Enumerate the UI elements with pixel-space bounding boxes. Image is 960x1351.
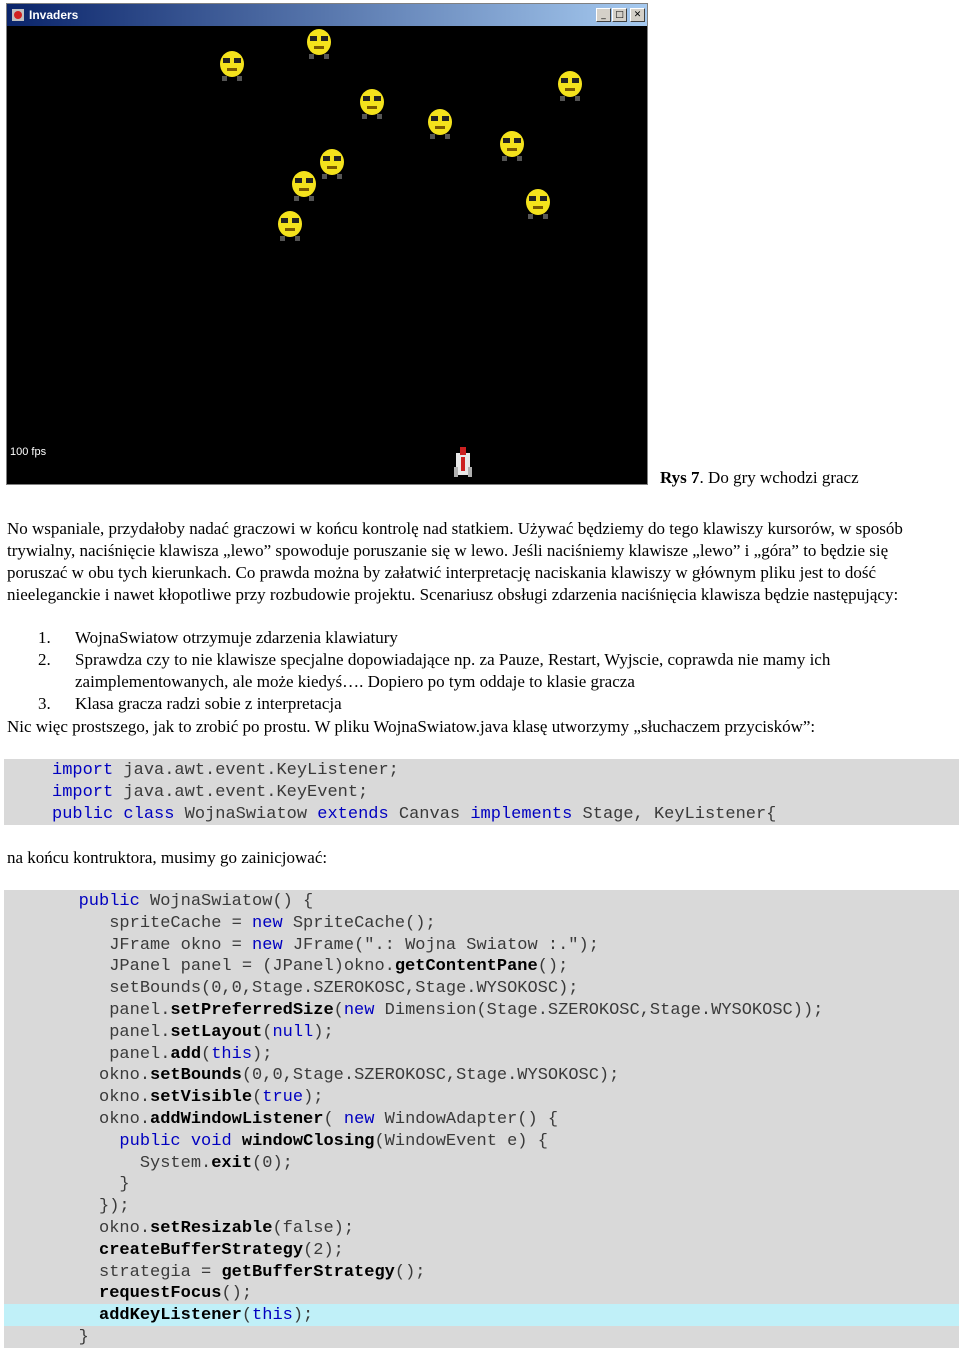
code-keyword: new: [343, 1000, 375, 1020]
window-title: Invaders: [29, 8, 79, 22]
code-method: getContentPane: [394, 957, 538, 977]
code-text: );: [313, 1022, 334, 1042]
code-method: exit: [211, 1153, 253, 1173]
code-text: [232, 1132, 242, 1151]
code-text: [48, 1284, 99, 1303]
list-text: Sprawdza czy to nie klawisze specjalne dopowiadające np. za Pauze, Restart, Wyjscie, coprawda nie mamy ich zaimplementowanych, ale może kiedyś…. Dopiero po tym oddaje to klasie gracza: [75, 650, 831, 691]
window-titlebar[interactable]: [7, 4, 647, 26]
code-listing-imports: [52, 760, 776, 825]
code-listing-constructor: [48, 891, 823, 1349]
code-keyword: this: [252, 1306, 293, 1326]
code-text: (: [201, 1044, 212, 1064]
code-keyword: this: [211, 1044, 253, 1064]
code-keyword: true: [262, 1088, 304, 1108]
game-window: [6, 3, 648, 485]
list-item: [0, 649, 960, 693]
code-line: [48, 978, 823, 1000]
code-text: [48, 1132, 119, 1151]
code-line: [48, 1240, 823, 1262]
alien-icon: [357, 86, 387, 120]
code-keyword: public: [52, 804, 114, 824]
code-method: setResizable: [150, 1218, 273, 1238]
code-text: });: [48, 1197, 130, 1217]
code-line: [48, 1000, 823, 1022]
code-keyword: new: [343, 1109, 375, 1129]
minimize-button[interactable]: _: [596, 8, 611, 22]
code-text: JFrame okno =: [48, 935, 253, 955]
code-line: [48, 1153, 823, 1175]
list-item: [0, 693, 960, 715]
code-method: setPreferredSize: [170, 1000, 334, 1020]
code-line: [48, 1131, 823, 1153]
code-text: Dimension(Stage.SZEROKOSC,Stage.WYSOKOSC));: [374, 1000, 824, 1020]
code-keyword: null: [272, 1022, 314, 1042]
code-text: (: [252, 1088, 263, 1108]
alien-icon: [304, 26, 334, 60]
maximize-button[interactable]: □: [612, 8, 627, 22]
intro-paragraph: No wspaniale, przydałoby nadać graczowi w końcu kontrolę nad statkiem. Używać będziemy do tego klawiszy kursorów, w sposób trywialny, naciśnięcie klawisza „lewo” spowoduje poruszanie się w lewo. Jeśli naciśniemy klawisze „lewo” i „góra” to będzie się poruszać w obu tych kierunkach. Co prawda można by załatwić interpretację naciskania klawiszy w głównym pliku jest to dość nieeleganckie i nawet kłopotliwe przy rozbudowie projektu. Scenariusz obsługi zdarzenia naciśnięcia klawisza będzie następujący:: [7, 519, 903, 604]
code-line: [52, 804, 776, 826]
code-text: okno.: [48, 1088, 151, 1108]
alien-icon: [555, 68, 585, 102]
code-text: [181, 1132, 191, 1151]
code-text: [48, 1306, 99, 1325]
code-text: [48, 892, 79, 911]
code-method: requestFocus: [99, 1284, 222, 1304]
alien-icon: [289, 168, 319, 202]
code-line: [48, 1283, 823, 1305]
code-text: setBounds(0,0,Stage.SZEROKOSC,Stage.WYSOKOSC);: [48, 979, 579, 999]
code-text: (: [333, 1000, 344, 1020]
figure-caption: [660, 468, 859, 488]
code-line: [48, 1044, 823, 1066]
code-text: (: [241, 1306, 253, 1326]
after-steps-paragraph: Nic więc prostszego, jak to zrobić po prostu. W pliku WojnaSwiatow.java klasę utworzymy „słuchaczem przycisków”:: [7, 717, 816, 736]
code-keyword: public: [119, 1131, 181, 1151]
code-line: [48, 1262, 823, 1284]
code-text: (: [323, 1109, 344, 1129]
close-button[interactable]: ✕: [630, 8, 645, 22]
code-text: okno.: [48, 1218, 151, 1238]
code-text: Canvas: [388, 804, 471, 824]
code-text: panel.: [48, 1044, 171, 1064]
code-keyword: class: [123, 804, 175, 824]
code-text: okno.: [48, 1066, 151, 1086]
code-text: (0,0,Stage.SZEROKOSC,Stage.WYSOKOSC);: [241, 1066, 620, 1086]
code-method: setLayout: [170, 1022, 263, 1042]
code-line: [48, 1022, 823, 1044]
code-text: java.awt.event.KeyEvent;: [113, 782, 369, 802]
code-text: );: [252, 1044, 273, 1064]
list-number: 2.: [38, 650, 51, 669]
code-line: [48, 891, 823, 913]
code-line: [48, 1327, 823, 1349]
code-line: [48, 1218, 823, 1240]
code-text: (false);: [272, 1218, 355, 1238]
code-text: [113, 805, 123, 824]
code-text: (0);: [252, 1153, 293, 1173]
code-text: System.: [48, 1153, 212, 1173]
code-line: [48, 956, 823, 978]
alien-icon: [497, 128, 527, 162]
code-method: setBounds: [150, 1066, 242, 1086]
code-method: windowClosing: [241, 1131, 375, 1151]
alien-icon: [275, 208, 305, 242]
player-ship-icon: [453, 445, 473, 479]
code-text: );: [292, 1306, 314, 1326]
code-text: ();: [221, 1284, 253, 1304]
code-text: spriteCache =: [48, 913, 253, 933]
code-line: [48, 1196, 823, 1218]
code-text: (WindowEvent e) {: [374, 1131, 548, 1151]
list-text: Klasa gracza radzi sobie z interpretacja: [75, 694, 342, 713]
code-text: WindowAdapter() {: [374, 1109, 559, 1129]
code-text: okno.: [48, 1109, 151, 1129]
game-canvas[interactable]: [7, 26, 647, 484]
code-text: strategia =: [48, 1262, 222, 1282]
code-text: SpriteCache();: [282, 913, 436, 933]
list-number: 1.: [38, 628, 51, 647]
fps-counter: 100 fps: [10, 446, 47, 458]
code-keyword: void: [190, 1131, 232, 1151]
code-method: createBufferStrategy: [99, 1240, 304, 1260]
code-text: panel.: [48, 1000, 171, 1020]
alien-icon: [425, 106, 455, 140]
alien-icon: [523, 186, 553, 220]
code-method: getBufferStrategy: [221, 1262, 395, 1282]
figure-label: Rys 7: [660, 468, 700, 487]
code-text: WojnaSwiatow() {: [139, 892, 314, 911]
code-text: }: [48, 1327, 89, 1347]
code-text: JPanel panel = (JPanel)okno.: [48, 957, 395, 977]
list-text: WojnaSwiatow otrzymuje zdarzenia klawiatury: [75, 628, 398, 647]
code-keyword: new: [252, 935, 283, 955]
middle-paragraph: na końcu kontruktora, musimy go zainicjować:: [7, 848, 328, 867]
code-line: [48, 1087, 823, 1109]
code-text: (: [262, 1022, 273, 1042]
code-line: [48, 1174, 823, 1196]
code-text: ();: [537, 957, 569, 977]
code-keyword: public: [78, 892, 140, 911]
code-method: add: [170, 1044, 202, 1064]
code-text: );: [303, 1088, 324, 1108]
code-line: [48, 1305, 823, 1327]
code-text: JFrame(".: Wojna Swiatow :.");: [282, 935, 599, 955]
code-keyword: implements: [470, 804, 573, 824]
code-line: [48, 913, 823, 935]
code-text: }: [48, 1175, 130, 1195]
code-keyword: new: [252, 913, 283, 933]
code-text: WojnaSwiatow: [174, 804, 318, 824]
code-keyword: import: [52, 761, 114, 780]
code-text: panel.: [48, 1022, 171, 1042]
code-line: [48, 1109, 823, 1131]
code-text: (2);: [303, 1240, 344, 1260]
code-method: setVisible: [150, 1088, 253, 1108]
code-keyword: extends: [317, 804, 389, 824]
code-text: ();: [394, 1262, 426, 1282]
alien-icon: [217, 48, 247, 82]
code-method: addWindowListener: [150, 1109, 324, 1129]
invaders-app-icon: [11, 8, 25, 22]
code-text: java.awt.event.KeyListener;: [113, 761, 399, 780]
list-item: [0, 627, 960, 649]
code-keyword: import: [52, 782, 114, 802]
code-text: Stage, KeyListener{: [572, 804, 777, 824]
code-line: [52, 782, 776, 804]
alien-icon: [317, 146, 347, 180]
code-line: [52, 760, 776, 782]
code-line: [48, 935, 823, 957]
code-line: [48, 1065, 823, 1087]
list-number: 3.: [38, 694, 51, 713]
code-text: [48, 1241, 99, 1260]
code-method: addKeyListener: [99, 1306, 242, 1326]
figure-caption-text: . Do gry wchodzi gracz: [699, 468, 859, 487]
